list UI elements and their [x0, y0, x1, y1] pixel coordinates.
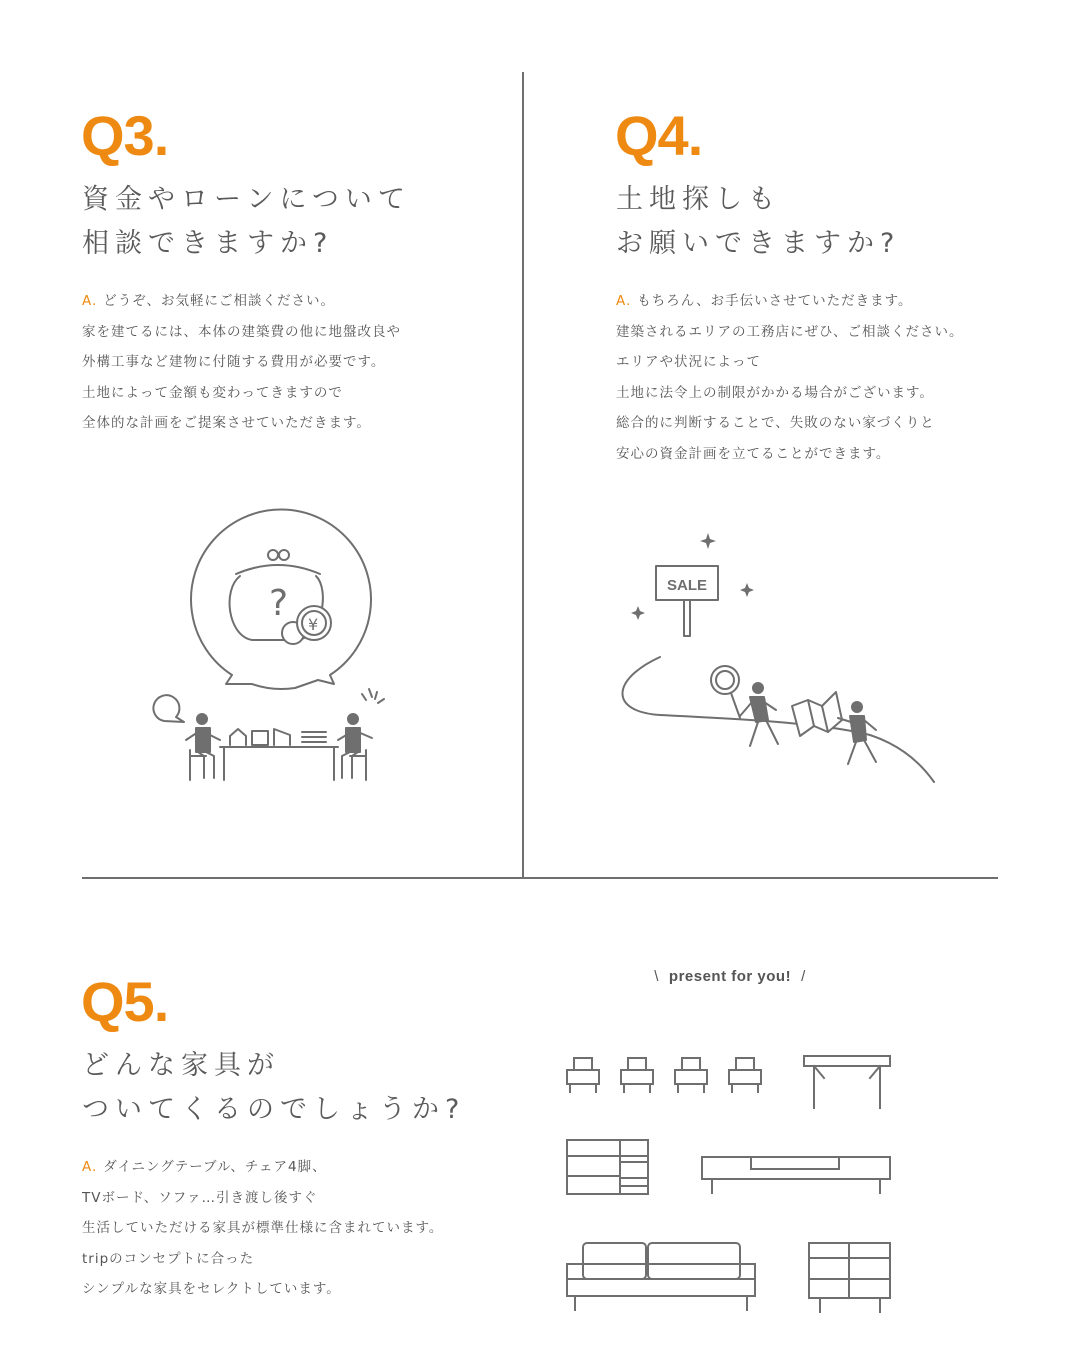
- q5-number: Q5.: [81, 970, 169, 1033]
- q3-title-line: 相談できますか?: [82, 228, 334, 259]
- q4-title-line: 土地探しも: [616, 184, 781, 215]
- q3-number: Q3.: [81, 104, 169, 167]
- desk-icon: [567, 1140, 648, 1194]
- sofa-icon: [567, 1243, 755, 1310]
- dining-table-icon: [804, 1056, 890, 1108]
- q5-answer-line: シンプルな家具をセレクトしています。: [82, 1281, 341, 1297]
- q3-answer-line: 家を建てるには、本体の建築費の他に地盤改良や: [82, 323, 401, 340]
- q3-answer-line: 土地によって金額も変わってきますので: [82, 384, 343, 401]
- q4-number: Q4.: [615, 104, 703, 167]
- answer-mark: A.: [82, 293, 98, 309]
- chair-icon: [675, 1058, 707, 1092]
- present-text: present for you!: [668, 968, 792, 985]
- chair-icon: [621, 1058, 653, 1092]
- q5-answer-line: A. ダイニングテーブル、チェア4脚、: [82, 1159, 327, 1175]
- chair-icon: [567, 1058, 599, 1092]
- q3-answer-line: 全体的な計画をご提案させていただきます。: [82, 415, 371, 431]
- q4-answer-line: 建築されるエリアの工務店にぜひ、ご相談ください。: [616, 323, 964, 340]
- q5-answer-line: TVボード、ソファ…引き渡し後すぐ: [82, 1189, 318, 1206]
- q4-answer-line: エリアや状況によって: [616, 354, 761, 370]
- svg-text:¥: ¥: [308, 615, 319, 634]
- tv-board-icon: [702, 1157, 890, 1193]
- q4-answer-line: A. もちろん、お手伝いさせていただきます。: [616, 293, 913, 309]
- q5-title-line: どんな家具が: [82, 1050, 280, 1081]
- q3-title-line: 資金やローンについて: [82, 184, 411, 215]
- sale-sign-text: SALE: [666, 577, 708, 594]
- answer-mark: A.: [616, 293, 632, 309]
- q5-answer-line: 生活していただける家具が標準仕様に含まれています。: [82, 1220, 444, 1236]
- q4-title-line: お願いできますか?: [616, 228, 901, 259]
- q5-title-line: ついてくるのでしょうか?: [82, 1094, 466, 1125]
- q3-answer-line: A. どうぞ、お気軽にご相談ください。: [82, 293, 336, 309]
- q3-answer-line: 外構工事など建物に付随する費用が必要です。: [82, 354, 386, 370]
- q4-answer-line: 総合的に判断することで、失敗のない家づくりと: [616, 415, 935, 431]
- slash-left: \: [654, 968, 659, 985]
- slash-right: /: [801, 968, 806, 985]
- q4-answer-line: 安心の資金計画を立てることができます。: [616, 445, 891, 462]
- q5-answer-line: tripのコンセプトに合った: [82, 1250, 255, 1267]
- answer-mark: A.: [82, 1159, 98, 1175]
- question-mark-icon: ?: [269, 583, 289, 624]
- cabinet-icon: [809, 1243, 890, 1312]
- chair-icon: [729, 1058, 761, 1092]
- q4-answer-line: 土地に法令上の制限がかかる場合がございます。: [616, 384, 934, 401]
